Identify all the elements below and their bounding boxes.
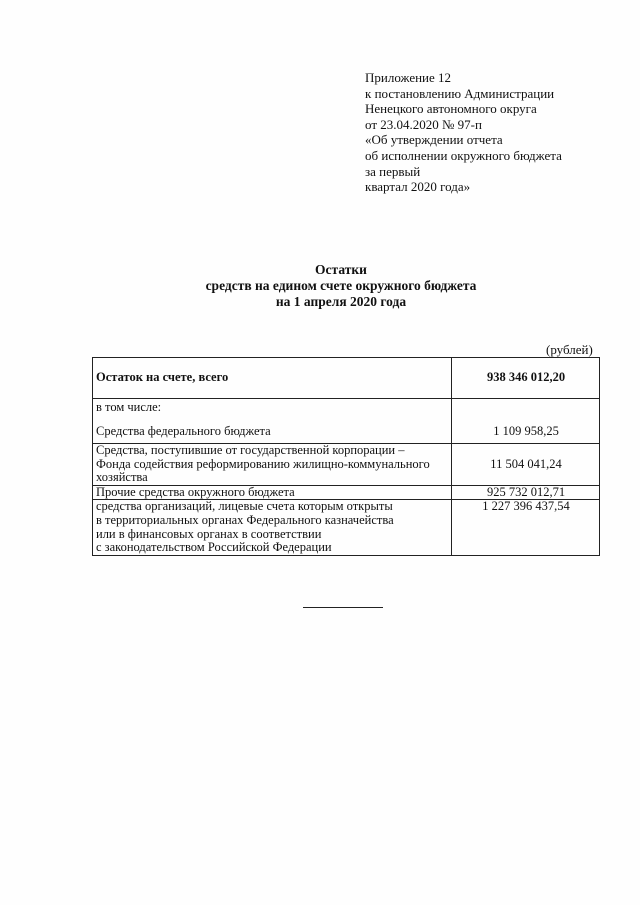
appendix-line: Ненецкого автономного округа xyxy=(365,101,537,117)
appendix-line: к постановлению Администрации xyxy=(365,85,555,101)
title-line-1: Остатки xyxy=(315,262,367,277)
table-row-orgs xyxy=(93,500,600,555)
orgs-label-line: или в финансовых органах в соответствии xyxy=(96,526,322,541)
subhead-amount-empty xyxy=(452,399,600,422)
table-row-total xyxy=(93,358,600,399)
title-line-2: средств на едином счете окружного бюджета xyxy=(205,278,477,293)
appendix-line: Приложение 12 xyxy=(365,70,452,85)
total-amount: 938 346 012,20 xyxy=(452,358,600,399)
orgs-amount: 1 227 396 437,54 xyxy=(452,500,600,555)
fund-label-line: Фонда содействия реформированию жилищно-коммунального xyxy=(96,456,430,471)
orgs-label-line: средства организаций, лицевые счета которым открыты xyxy=(96,499,393,514)
balances-table xyxy=(92,357,600,556)
fund-label-line: Средства, поступившие от государственной корпорации – xyxy=(96,443,405,457)
title-line-3: на 1 апреля 2020 года xyxy=(275,294,407,309)
fund-label-line: хозяйства xyxy=(96,470,148,485)
appendix-line: об исполнении окружного бюджета xyxy=(365,147,562,163)
table-row-federal xyxy=(93,421,600,444)
other-amount: 925 732 012,71 xyxy=(452,485,600,500)
closing-rule xyxy=(303,607,383,608)
total-label: Остаток на счете, всего xyxy=(93,358,452,399)
orgs-label-line: в территориальных органах Федерального казначейства xyxy=(96,512,394,527)
orgs-label-line: с законодательством Российской Федерации xyxy=(96,540,332,555)
table-row-fund xyxy=(93,444,600,486)
appendix-line: квартал 2020 года» xyxy=(365,179,471,195)
appendix-line: за первый xyxy=(365,163,421,179)
federal-amount: 1 109 958,25 xyxy=(452,421,600,444)
other-label: Прочие средства окружного бюджета xyxy=(93,485,452,500)
table-row-subhead xyxy=(93,399,600,422)
appendix-line: от 23.04.2020 № 97-п xyxy=(365,116,482,132)
document-title xyxy=(0,262,640,310)
federal-label: Средства федерального бюджета xyxy=(93,421,452,444)
fund-label xyxy=(93,444,452,486)
appendix-line: «Об утверждении отчета xyxy=(365,132,503,148)
units-label: (рублей) xyxy=(546,342,593,357)
subhead-label: в том числе: xyxy=(93,399,452,422)
appendix-header xyxy=(365,70,562,195)
fund-amount: 11 504 041,24 xyxy=(452,444,600,486)
table-row-other xyxy=(93,485,600,500)
orgs-label xyxy=(93,500,452,555)
